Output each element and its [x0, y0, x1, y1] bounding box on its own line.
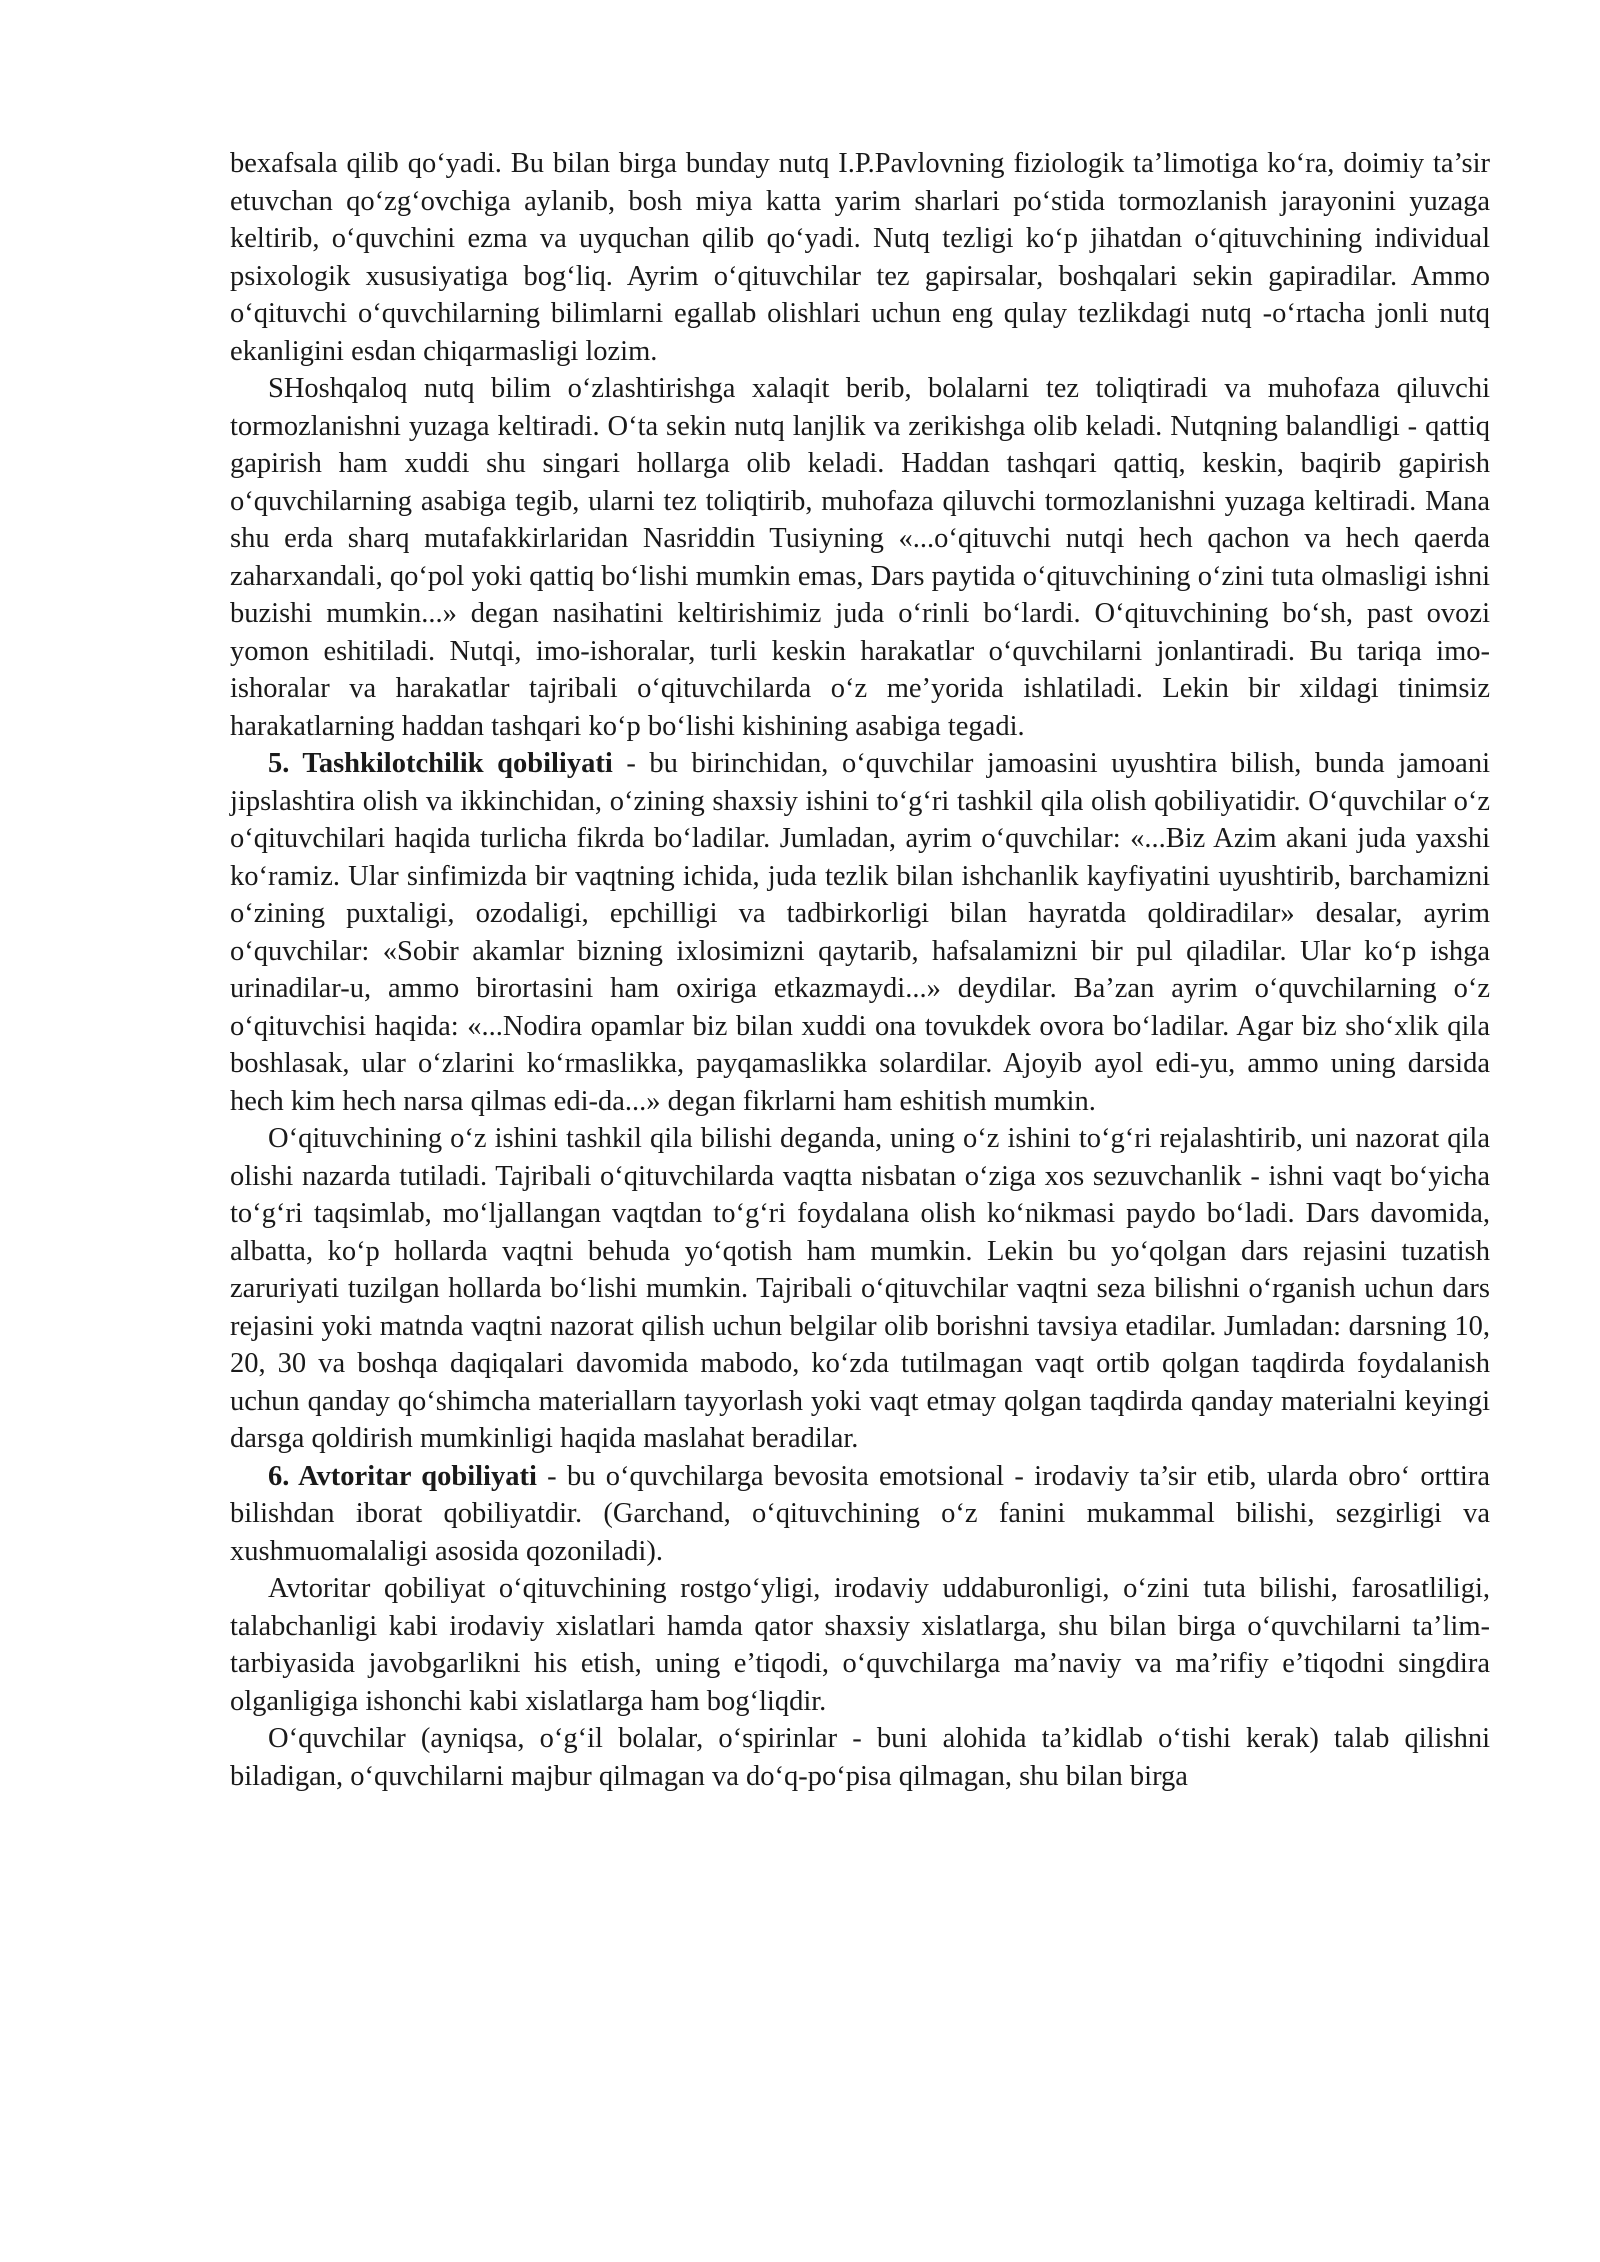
paragraph-3-text: - bu birinchidan, o‘quvchilar jamoasini uyushtira bilish, bunda jamoani jipslashtira olish va ikkinchidan, o‘zining shaxsiy ishini to‘g‘ri tashkil qila olish qobiliyatidir. O‘quvchilar o‘z o‘qituvchilari haqida turlicha fikrda bo‘ladilar. Jumladan, ayrim o‘quvchilar: «...Biz Azim akani juda yaxshi ko‘ramiz. Ular sinfimizda bir vaqtning ichida, juda tezlik bilan ishchanlik kayfiyatini uyushtirib, barchamizni o‘zining puxtaligi, ozodaligi, epchilligi va tadbirkorligi bilan hayratda qoldiradilar» desalar, ayrim o‘quvchilar: «Sobir akamlar bizning ixlosimizni qaytarib, hafsalamizni bir pul qiladilar. Ular ko‘p ishga urinadilar-u, ammo birortasini ham oxiriga etkazmaydi...» deydilar. Ba’zan ayrim o‘quvchilarning o‘z o‘qituvchisi haqida: «...Nodira opamlar biz bilan xuddi ona tovukdek ovora bo‘ladilar. Agar biz sho‘xlik qila boshlasak, ular o‘zlarini ko‘rmaslikka, payqamaslikka solardilar. Ajoyib ayol edi-yu, ammo uning darsida hech kim hech narsa qilmas edi-da...» degan fikrlarni ham eshitish mumkin. — [230, 748, 1490, 1117]
paragraph-2: SHoshqaloq nutq bilim o‘zlashtirishga xalaqit berib, bolalarni tez toliqtiradi va muhofaza qiluvchi tormozlanishni yuzaga keltiradi. O‘ta sekin nutq lanjlik va zerikishga olib keladi. Nutqning balandligi - qattiq gapirish ham xuddi shu singari hollarga olib keladi. Haddan tashqari qattiq, keskin, baqirib gapirish o‘quvchilarning asabiga tegib, ularni tez toliqtirib, muhofaza qiluvchi tormozlanishni yuzaga keltiradi. Mana shu erda sharq mutafakkirlaridan Nasriddin Tusiyning «...o‘qituvchi nutqi hech qachon va hech qaerda zaharxandali, qo‘pol yoki qattiq bo‘lishi mumkin emas, Dars paytida o‘qituvchining o‘zini tuta olmasligi ishni buzishi mumkin...» degan nasihatini keltirishimiz juda o‘rinli bo‘lardi. O‘qituvchining bo‘sh, past ovozi yomon eshitiladi. Nutqi, imo-ishoralar, turli keskin harakatlar o‘quvchilarni jonlantiradi. Bu tariqa imo-ishoralar va harakatlar tajribali o‘qituvchilarda o‘z me’yorida ishlatiladi. Lekin bir xildagi tinimsiz harakatlarning haddan tashqari ko‘p bo‘lishi kishining asabiga tegadi. — [230, 373, 1490, 742]
heading-tashkilotchilik: 5. Tashkilotchilik qobiliyati — [268, 748, 613, 779]
heading-avtoritar: 6. Avtoritar qobiliyati — [268, 1460, 537, 1492]
paragraph-5-text: - bu o‘quvchilarga bevosita emotsional - irodaviy ta’sir etib, ularda obro‘ orttira bilishdan iborat qobiliyatdir. (Garchand, o‘qituvchining o‘z fanini mukammal bilishi, sezgirligi va xushmuomalaligi asosida qozoniladi). — [230, 1460, 1490, 1567]
paragraph-4: O‘qituvchining o‘z ishini tashkil qila bilishi deganda, uning o‘z ishini to‘g‘ri rejalashtirib, uni nazorat qila olishi nazarda tutiladi. Tajribali o‘qituvchilarda vaqtta nisbatan o‘ziga xos sezuvchanlik - ishni vaqt bo‘yicha to‘g‘ri taqsimlab, mo‘ljallangan vaqtdan to‘g‘ri foydalana olish ko‘nikmasi paydo bo‘ladi. Dars davomida, albatta, ko‘p hollarda vaqtni behuda yo‘qotish ham mumkin. Lekin bu yo‘qolgan dars rejasini tuzatish zaruriyati tuzilgan hollarda bo‘lishi mumkin. Tajribali o‘qituvchilar vaqtni seza bilishni o‘rganish uchun dars rejasini yoki matnda vaqtni nazorat qilish uchun belgilar olib borishni tavsiya etadilar. Jumladan: darsning 10, 20, 30 va boshqa daqiqalari davomida mabodo, ko‘zda tutilmagan vaqt ortib qolgan taqdirda foydalanish uchun qanday qo‘shimcha materiallarn tayyorlash yoki vaqt etmay qolgan taqdirda qanday materialni keyingi darsga qoldirish mumkinligi haqida maslahat beradilar. — [230, 1123, 1490, 1454]
paragraph-3 — [230, 745, 1490, 1120]
paragraph-6: Avtoritar qobiliyat o‘qituvchining rostgo‘yligi, irodaviy uddaburonligi, o‘zini tuta bilishi, farosatliligi, talabchanligi kabi irodaviy xislatlari hamda qator shaxsiy xislatlarga, shu bilan birga o‘quvchilarni ta’lim-tarbiyasida javobgarlikni his etish, uning e’tiqodi, o‘quvchilarga ma’naviy va ma’rifiy e’tiqodni singdira olganligiga ishonchi kabi xislatlarga ham bog‘liqdir. — [230, 1573, 1490, 1717]
paragraph-7: O‘quvchilar (ayniqsa, o‘g‘il bolalar, o‘spirinlar - buni alohida ta’kidlab o‘tishi kerak) talab qilishni biladigan, o‘quvchilarni majbur qilmagan va do‘q-po‘pisa qilmagan, shu bilan birga — [230, 1723, 1490, 1792]
paragraph-5 — [230, 1458, 1490, 1571]
document-page — [230, 145, 1490, 1795]
paragraph-1: bexafsala qilib qo‘yadi. Bu bilan birga bunday nutq I.P.Pavlovning fiziologik ta’limotiga ko‘ra, doimiy ta’sir etuvchan qo‘zg‘ovchiga aylanib, bosh miya katta yarim sharlari po‘stida tormozlanish jarayonini yuzaga keltirib, o‘quvchini ezma va uyquchan qilib qo‘yadi. Nutq tezligi ko‘p jihatdan o‘qituvchining individual psixologik xususiyatiga bog‘liq. Ayrim o‘qituvchilar tez gapirsalar, boshqalari sekin gapiradilar. Ammo o‘qituvchi o‘quvchilarning bilimlarni egallab olishlari uchun eng qulay tezlikdagi nutq -o‘rtacha jonli nutq ekanligini esdan chiqarmasligi lozim. — [230, 148, 1490, 367]
